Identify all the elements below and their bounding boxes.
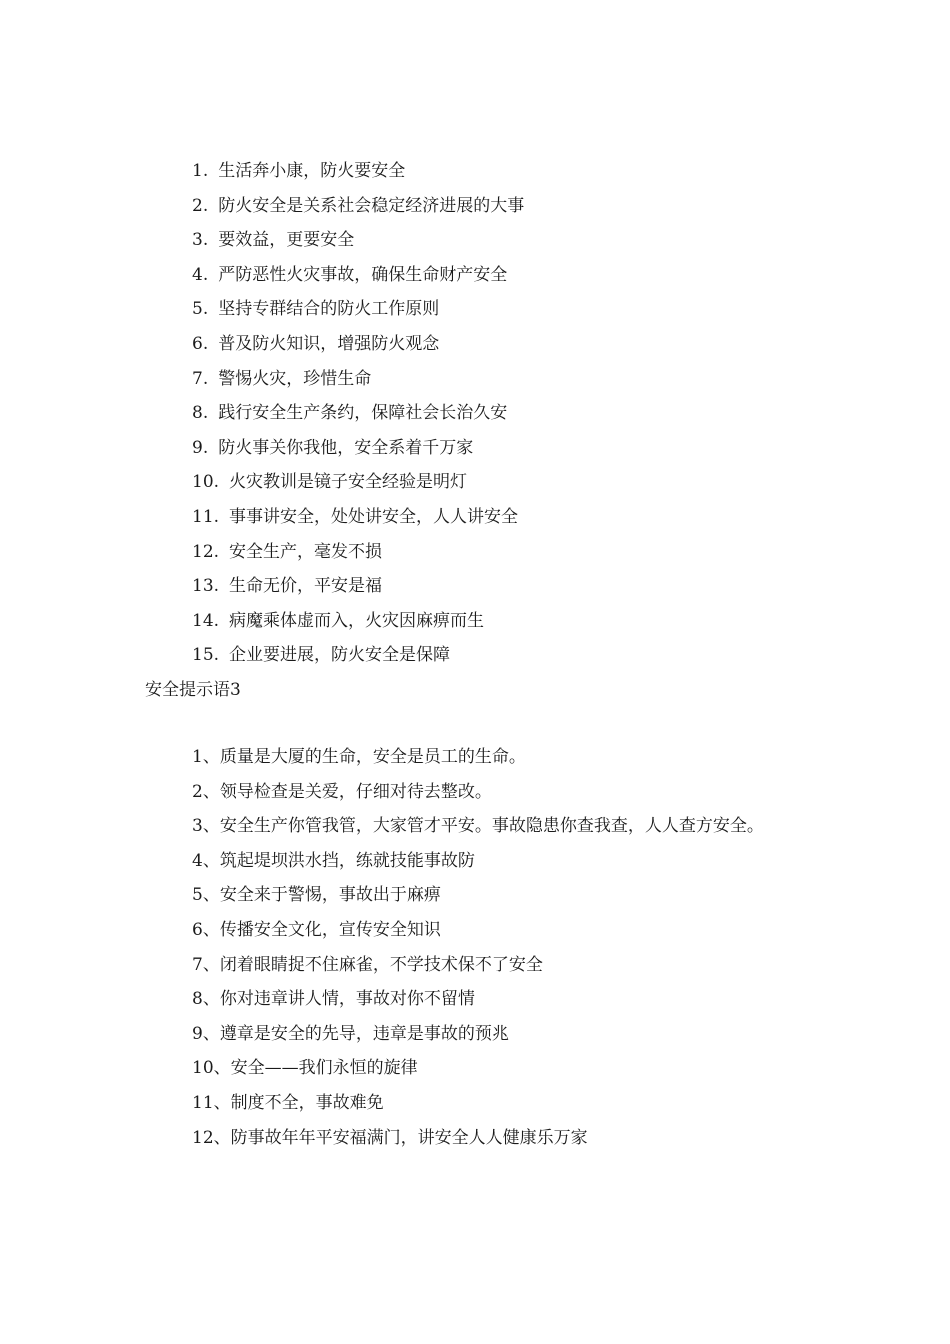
item-number: 5. <box>192 299 209 320</box>
item-text: 生命无价，平安是福 <box>229 576 383 597</box>
item-number: 14. <box>192 610 220 631</box>
list-item <box>0 292 950 327</box>
list-item <box>0 569 950 604</box>
list-item <box>0 396 950 431</box>
item-text: 践行安全生产条约，保障社会长治久安 <box>218 403 508 424</box>
list-item: 5、安全来于警惕，事故出于麻痹 <box>192 885 441 906</box>
list-item <box>0 535 950 570</box>
list-item: 9、遵章是安全的先导，违章是事故的预兆 <box>192 1023 509 1044</box>
list-item: 6、传播安全文化，宣传安全知识 <box>192 919 441 940</box>
item-text: 坚持专群结合的防火工作原则 <box>218 299 440 320</box>
item-text: 事事讲安全，处处讲安全，人人讲安全 <box>229 506 519 527</box>
item-number: 1. <box>192 161 209 181</box>
item-text: 警惕火灾，珍惜生命 <box>218 368 372 389</box>
item-text: 普及防火知识，增强防火观念 <box>218 333 440 354</box>
list-item: 10、安全——我们永恒的旋律 <box>192 1058 418 1079</box>
list-item <box>0 465 950 500</box>
item-number: 15. <box>192 645 220 666</box>
list-item <box>0 431 950 466</box>
item-text: 防火安全是关系社会稳定经济进展的大事 <box>218 195 525 216</box>
list-item: 3、安全生产你管我管，大家管才平安。事故隐患你查我查，人人查方安全。 <box>192 816 764 837</box>
list-item <box>0 154 950 189</box>
item-text: 生活奔小康，防火要安全 <box>218 161 406 181</box>
list-item <box>0 258 950 293</box>
list-item: 12、防事故年年平安福满门，讲安全人人健康乐万家 <box>192 1127 588 1148</box>
list-item: 1、质量是大厦的生命，安全是员工的生命。 <box>192 747 526 767</box>
list-item <box>0 362 950 397</box>
list-item <box>0 189 950 224</box>
numbered-slogan-list <box>0 154 950 673</box>
item-number: 3. <box>192 230 209 251</box>
list-item <box>0 604 950 639</box>
item-number: 2. <box>192 195 209 216</box>
item-text: 防火事关你我他，安全系着千万家 <box>218 437 474 458</box>
item-text: 火灾教训是镜子安全经验是明灯 <box>229 472 468 493</box>
list-item <box>0 500 950 535</box>
list-item <box>0 327 950 362</box>
item-number: 7. <box>192 368 209 389</box>
item-number: 12. <box>192 541 220 562</box>
list-item: 7、闭着眼睛捉不住麻雀，不学技术保不了安全 <box>192 954 543 975</box>
item-number: 6. <box>192 333 209 354</box>
item-number: 13. <box>192 576 220 597</box>
item-number: 10. <box>192 472 220 493</box>
list-item <box>0 638 950 673</box>
list-item: 11、制度不全，事故难免 <box>192 1092 384 1113</box>
item-text: 严防恶性火灾事故，确保生命财产安全 <box>218 264 508 285</box>
list-item: 2、领导检查是关爱，仔细对待去整改。 <box>192 781 492 802</box>
list-item <box>0 223 950 258</box>
item-text: 病魔乘体虚而入，火灾因麻痹而生 <box>229 610 485 631</box>
safety-tips-list <box>0 740 950 1155</box>
item-text: 要效益，更要安全 <box>218 230 355 251</box>
item-text: 企业要进展，防火安全是保障 <box>229 645 451 666</box>
item-number: 8. <box>192 403 209 424</box>
item-text: 安全生产，毫发不损 <box>229 541 383 562</box>
item-number: 4. <box>192 264 209 285</box>
item-number: 9. <box>192 437 209 458</box>
list-item: 8、你对违章讲人情，事故对你不留情 <box>192 989 475 1010</box>
section-heading: 安全提示语3 <box>145 680 241 700</box>
item-number: 11. <box>192 506 220 527</box>
list-item: 4、筑起堤坝洪水挡，练就技能事故防 <box>192 850 475 871</box>
